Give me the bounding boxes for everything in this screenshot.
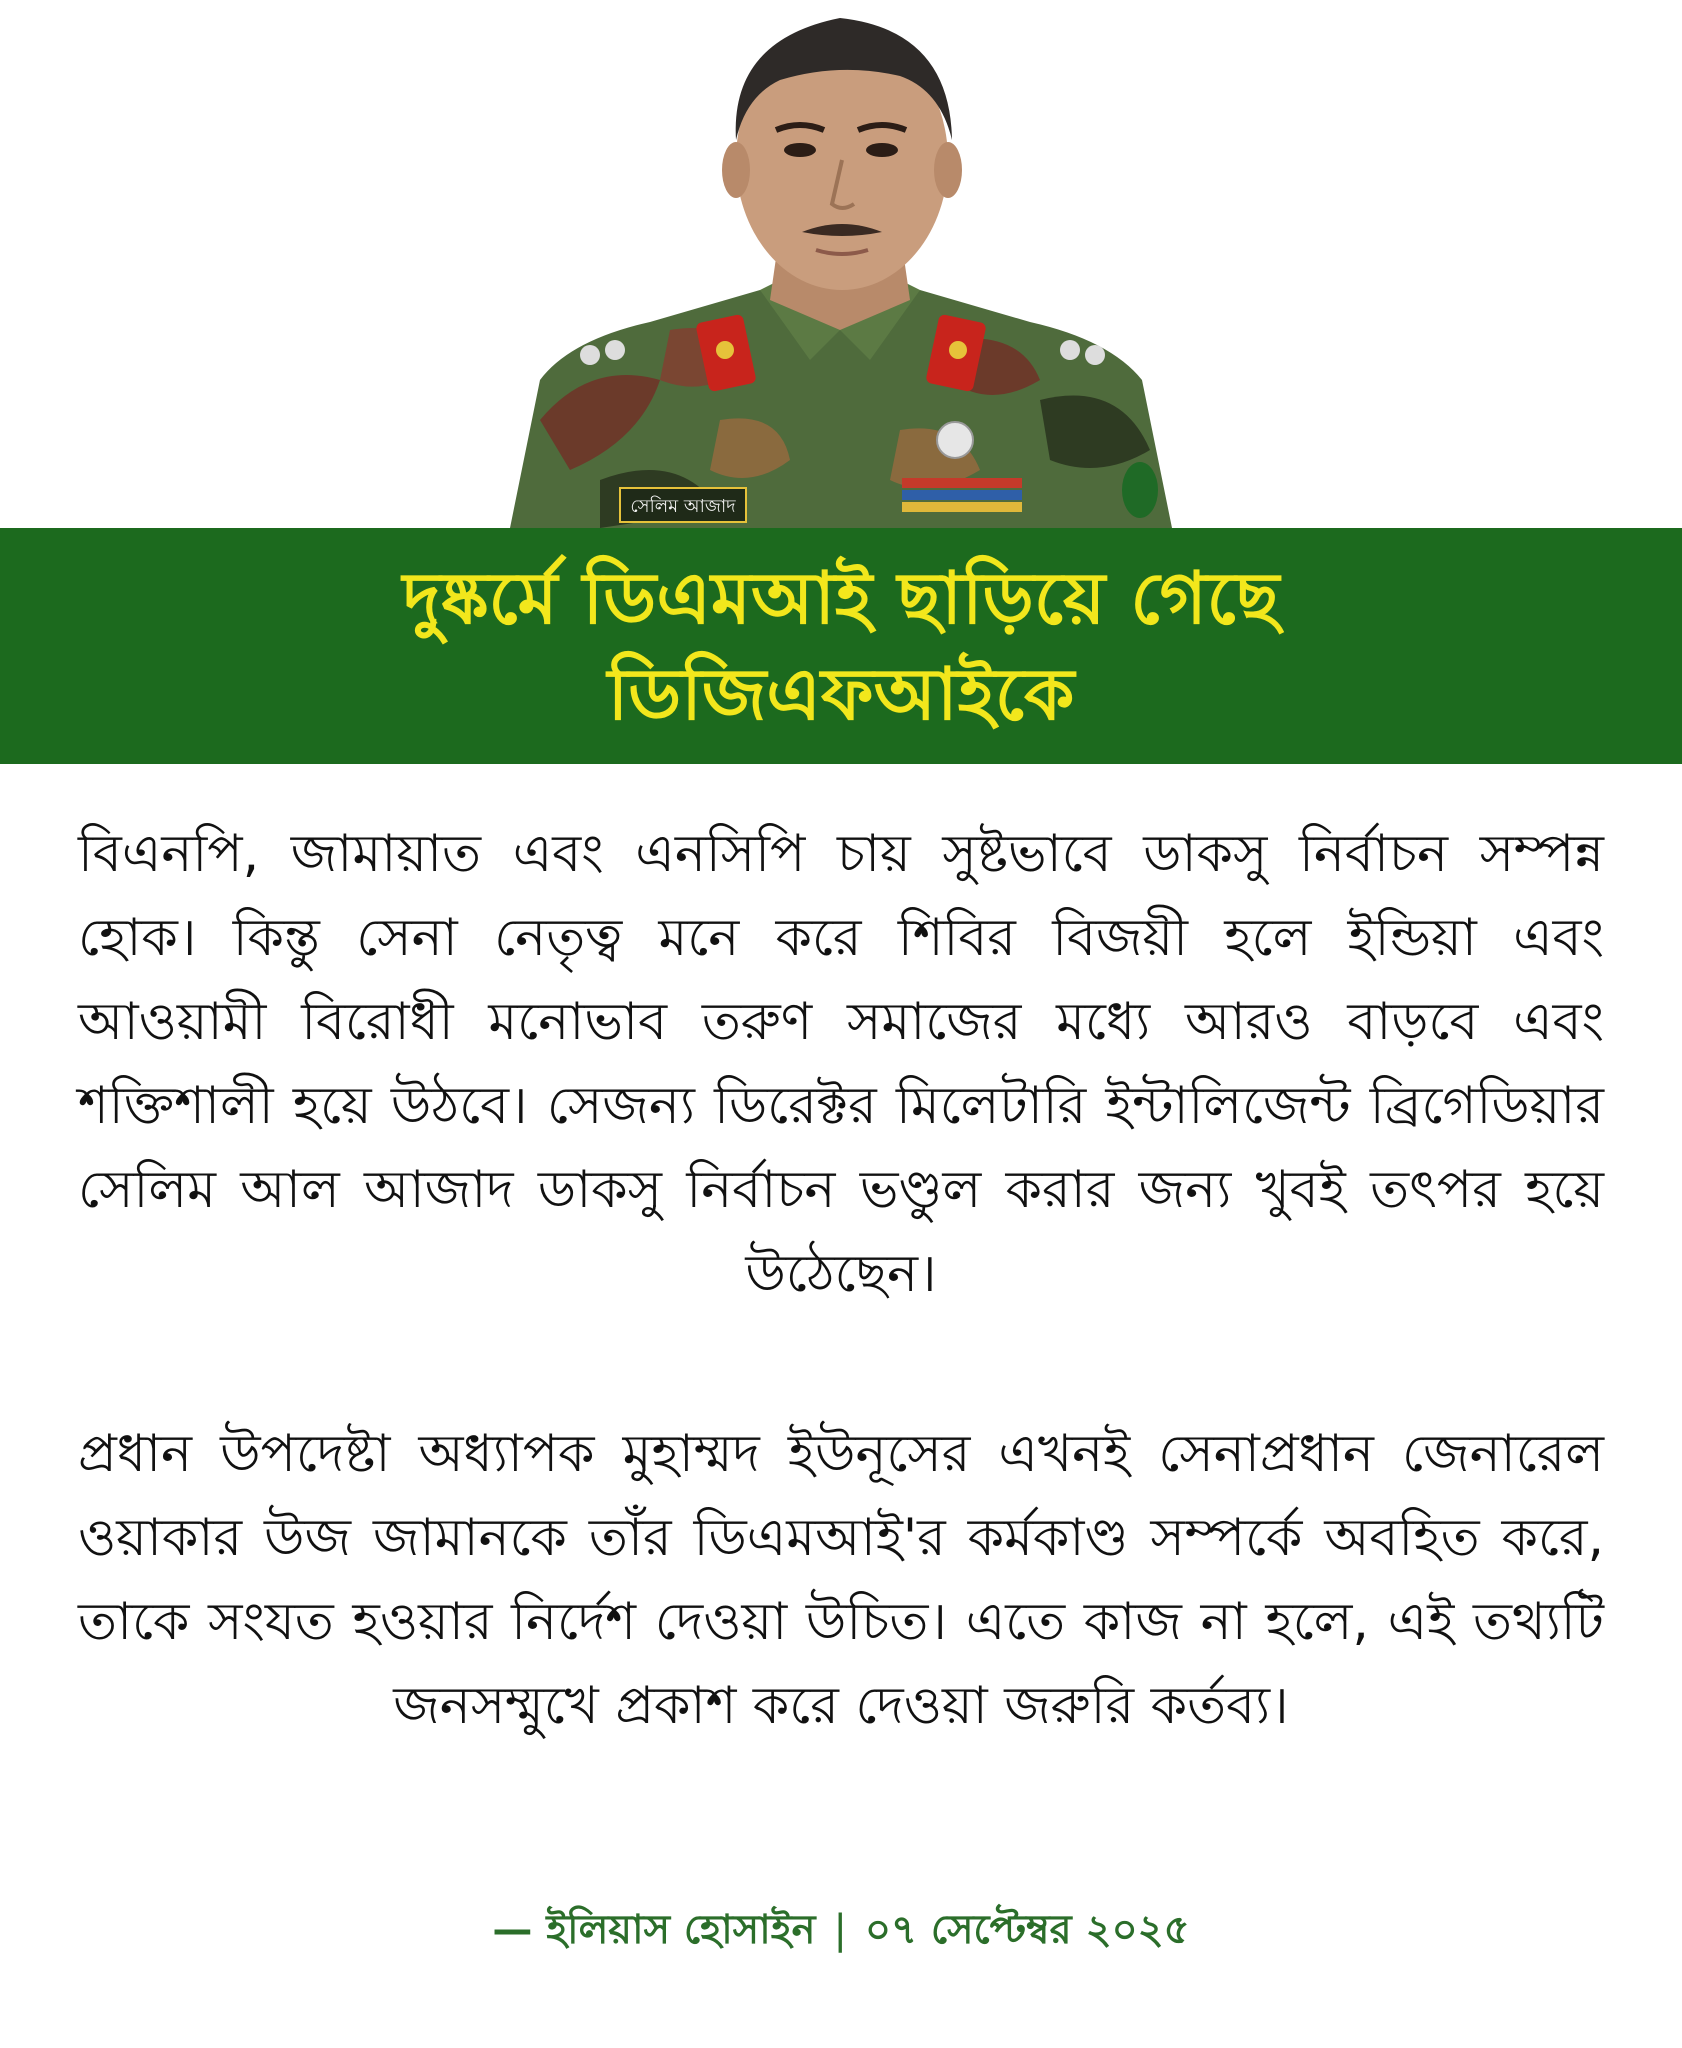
body-paragraph-1: বিএনপি, জামায়াত এবং এনসিপি চায় সুষ্টভাবে ডাকসু নির্বাচন সম্পন্ন হোক। কিন্তু সেনা নেতৃত্ব মনে করে শিবির বিজয়ী হলে ইন্ডিয়া এবং আওয়ামী বিরোধী মনোভাব তরুণ সমাজের মধ্যে আরও বাড়বে এবং শক্তিশালী হয়ে উঠবে। সেজন্য ডিরেক্টর মিলেটারি ইন্টালিজেন্ট ব্রিগেডিয়ার সেলিম আল আজাদ ডাকসু নির্বাচন ভণ্ডুল করার জন্য খুবই তৎপর হয়ে উঠেছেন। (78, 824, 1604, 1304)
headline-line-1: দুষ্কর্মে ডিএমআই ছাড়িয়ে গেছে (402, 556, 1280, 640)
portrait-area (0, 0, 1682, 528)
name-tag-text: সেলিম আজাদ (630, 496, 736, 517)
byline-date: ০৭ সেপ্টেম্বর ২০২৫ (864, 1907, 1190, 1953)
byline-separator: | (833, 1907, 847, 1953)
byline (0, 1900, 1682, 1960)
headline-band (0, 528, 1682, 764)
byline-author: — ইলিয়াস হোসাইন (492, 1907, 816, 1953)
headline-line-2: ডিজিএফআইকে (607, 652, 1075, 736)
officer-portrait-image (480, 0, 1202, 528)
body-paragraph-2: প্রধান উপদেষ্টা অধ্যাপক মুহাম্মদ ইউনূসের এখনই সেনাপ্রধান জেনারেল ওয়াকার উজ জামানকে তাঁর ডিএমআই'র কর্মকাণ্ড সম্পর্কে অবহিত করে, তাকে সংযত হওয়ার নির্দেশ দেওয়া উচিত। এতে কাজ না হলে, এই তথ্যটি জনসম্মুখে প্রকাশ করে দেওয়া জরুরি কর্তব্য। (78, 1424, 1604, 1736)
